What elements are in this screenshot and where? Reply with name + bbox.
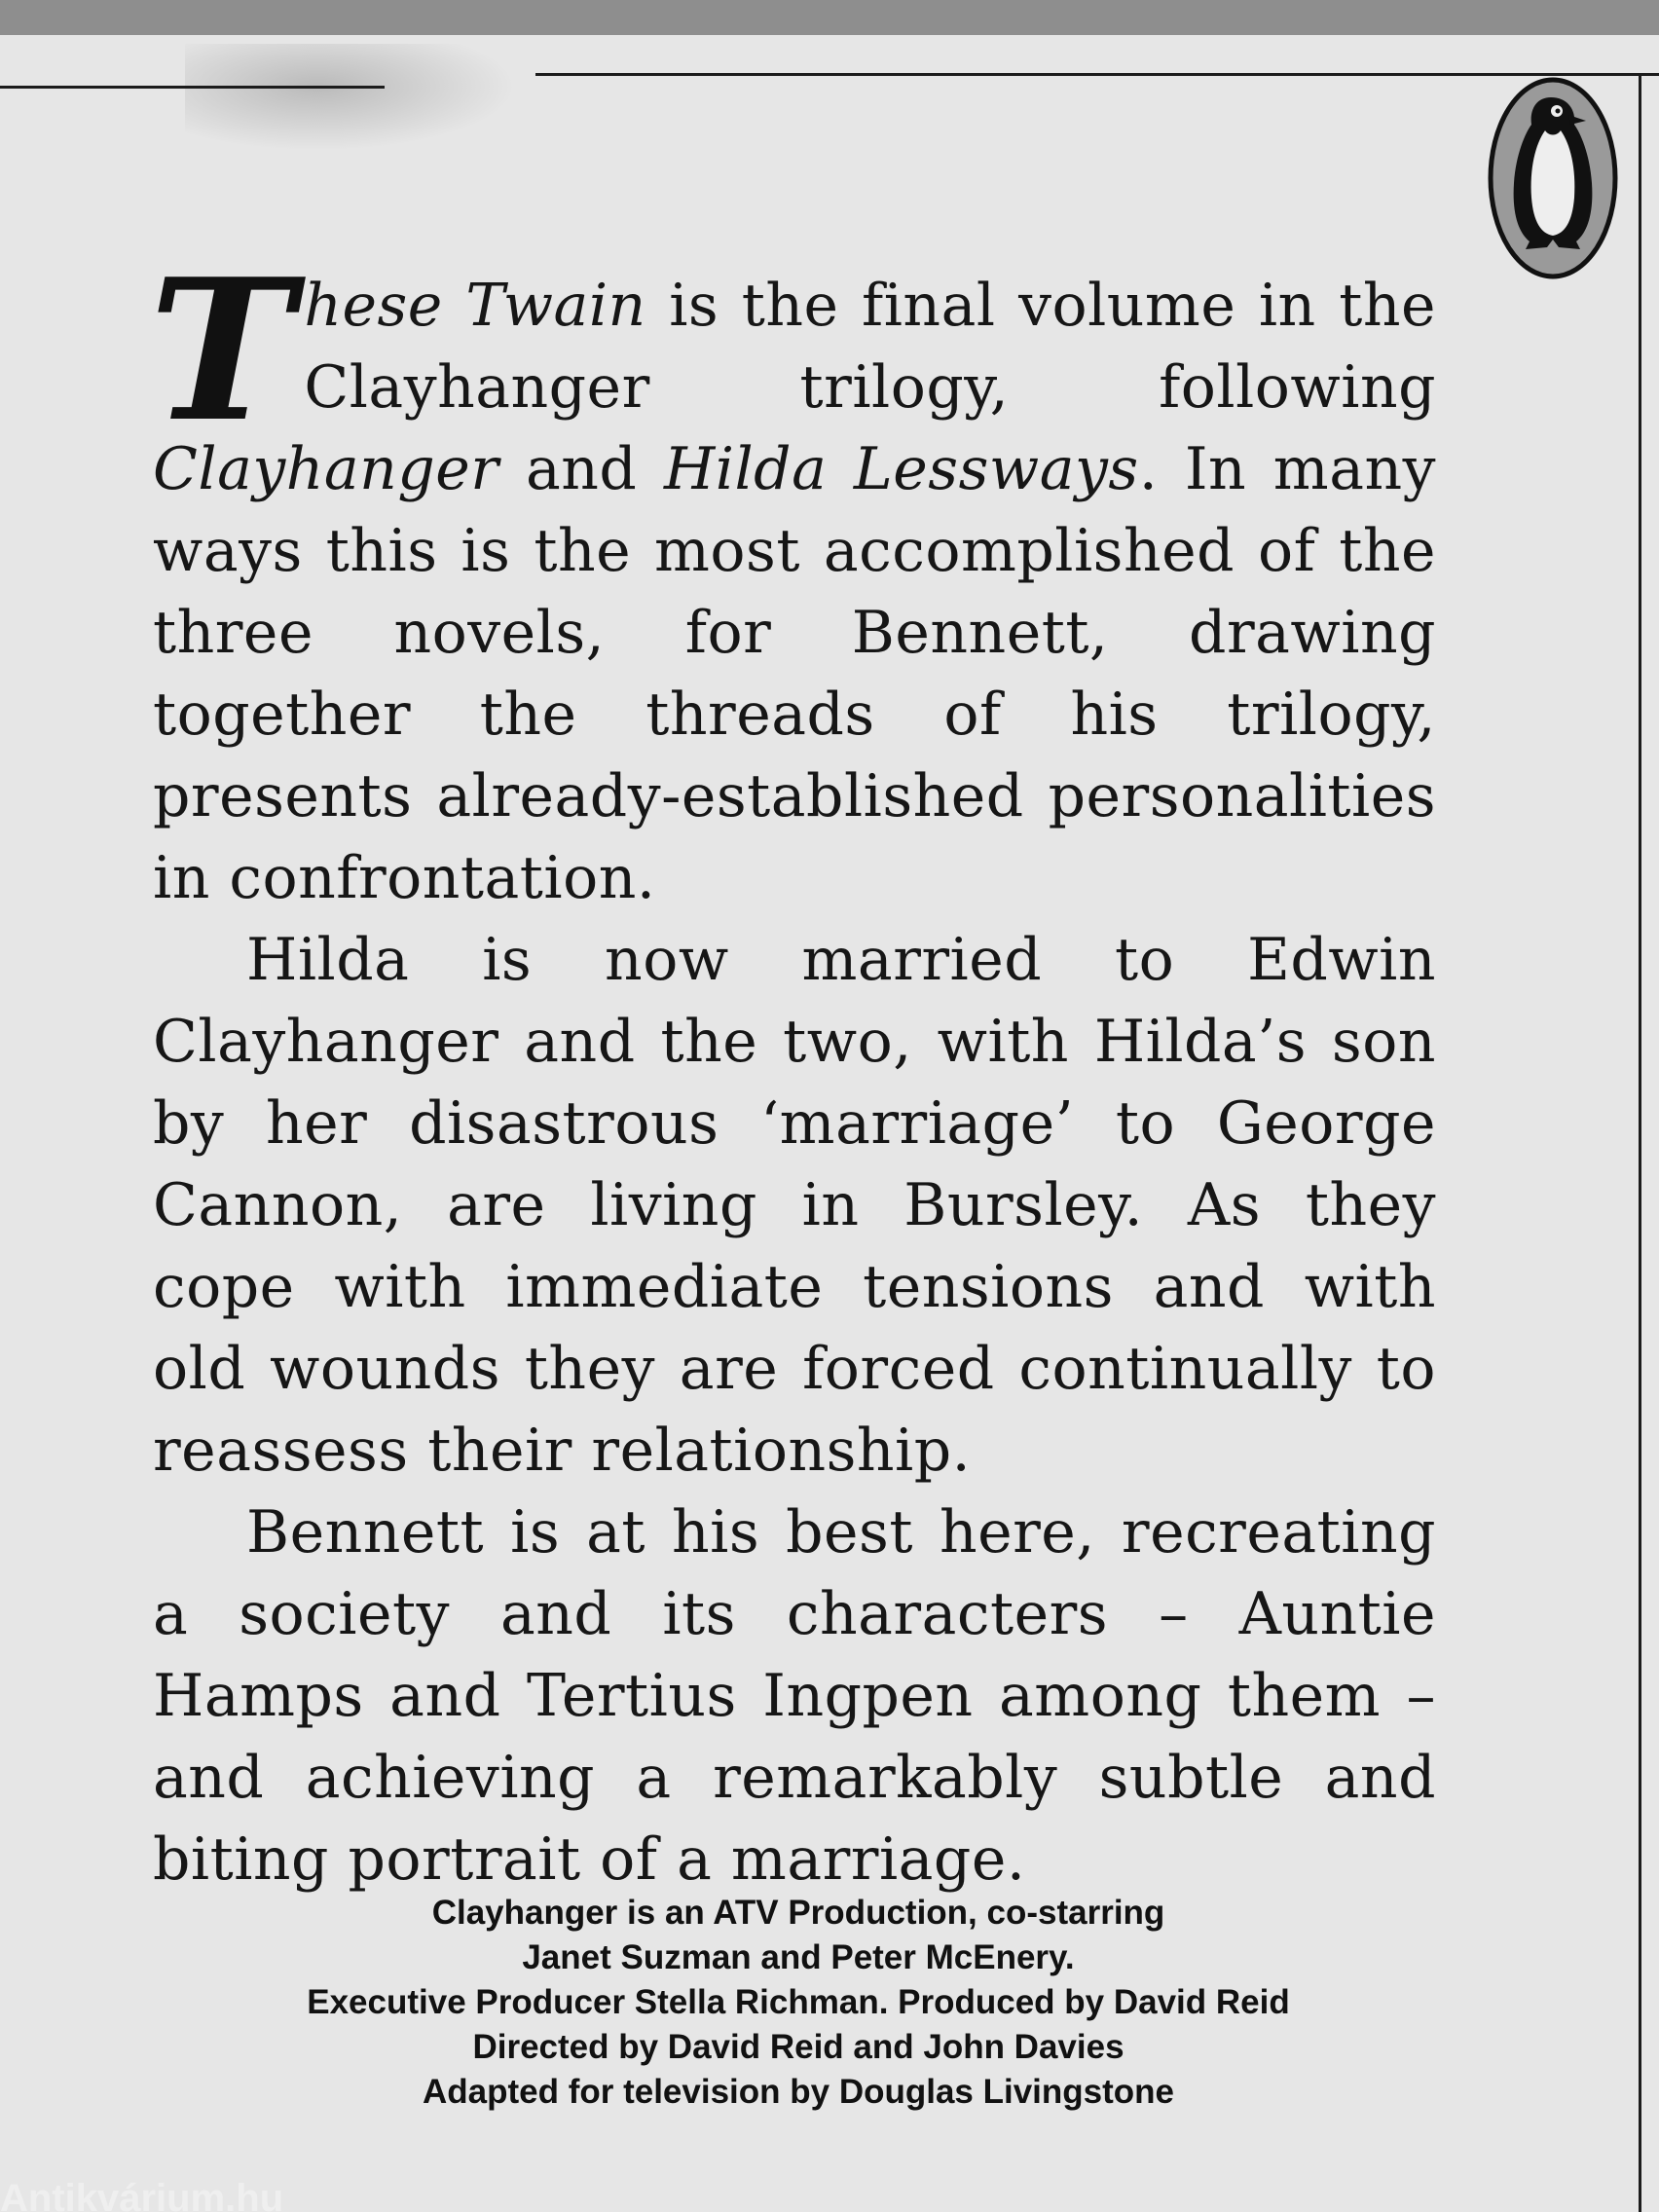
- credit-line: Directed by David Reid and John Davies: [472, 2028, 1124, 2066]
- watermark: Antikvárium.hu: [0, 2179, 284, 2212]
- border-line-right: [1639, 73, 1641, 2212]
- blurb-paragraph-3: Bennett is at his best here, recreating a society and its characters – Auntie Hamps and Tertius Ingpen among them – and achieving a remarkably subtle and biting portrait of a marriage.: [153, 1498, 1436, 1894]
- border-line-top-left: [0, 86, 385, 89]
- blurb-text: [149, 237, 1437, 1900]
- book-title-clayhanger: Clayhanger: [153, 435, 499, 503]
- blurb-paragraph-1: [149, 237, 1437, 919]
- blurb-paragraph-1-text-2: and: [498, 435, 664, 503]
- ink-smudge: [185, 44, 516, 151]
- credit-line: Janet Suzman and Peter McEnery.: [522, 1938, 1075, 1976]
- credit-line: Executive Producer Stella Richman. Produced by David Reid: [307, 1983, 1290, 2021]
- blurb-paragraph-2: Hilda is now married to Edwin Clayhanger and the two, with Hilda’s son by her disastrous ‘marriage’ to George Cannon, are living in Bursley. As they cope with immediate tensions and with old wounds they are forced continually to reassess their relationship.: [153, 926, 1436, 1485]
- tv-credits: [214, 1891, 1382, 2115]
- blurb-paragraph-1-text-3: . In many ways this is the most accomplished of the three novels, for Bennett, drawing together the threads of his trilogy, presents already-established personalities in confrontation.: [153, 435, 1437, 912]
- drop-cap: T: [149, 237, 295, 465]
- book-title-these-twain: hese Twain: [304, 272, 646, 340]
- credit-line: Clayhanger is an ATV Production, co-starring: [431, 1894, 1165, 1932]
- book-title-hilda-lessways: Hilda Lessways: [663, 435, 1139, 503]
- credit-line: Adapted for television by Douglas Livingstone: [422, 2073, 1175, 2111]
- blurb-paragraph-1-text-1: is the final volume in the Clayhanger trilogy, following: [304, 272, 1436, 422]
- penguin-logo-icon: [1487, 76, 1619, 280]
